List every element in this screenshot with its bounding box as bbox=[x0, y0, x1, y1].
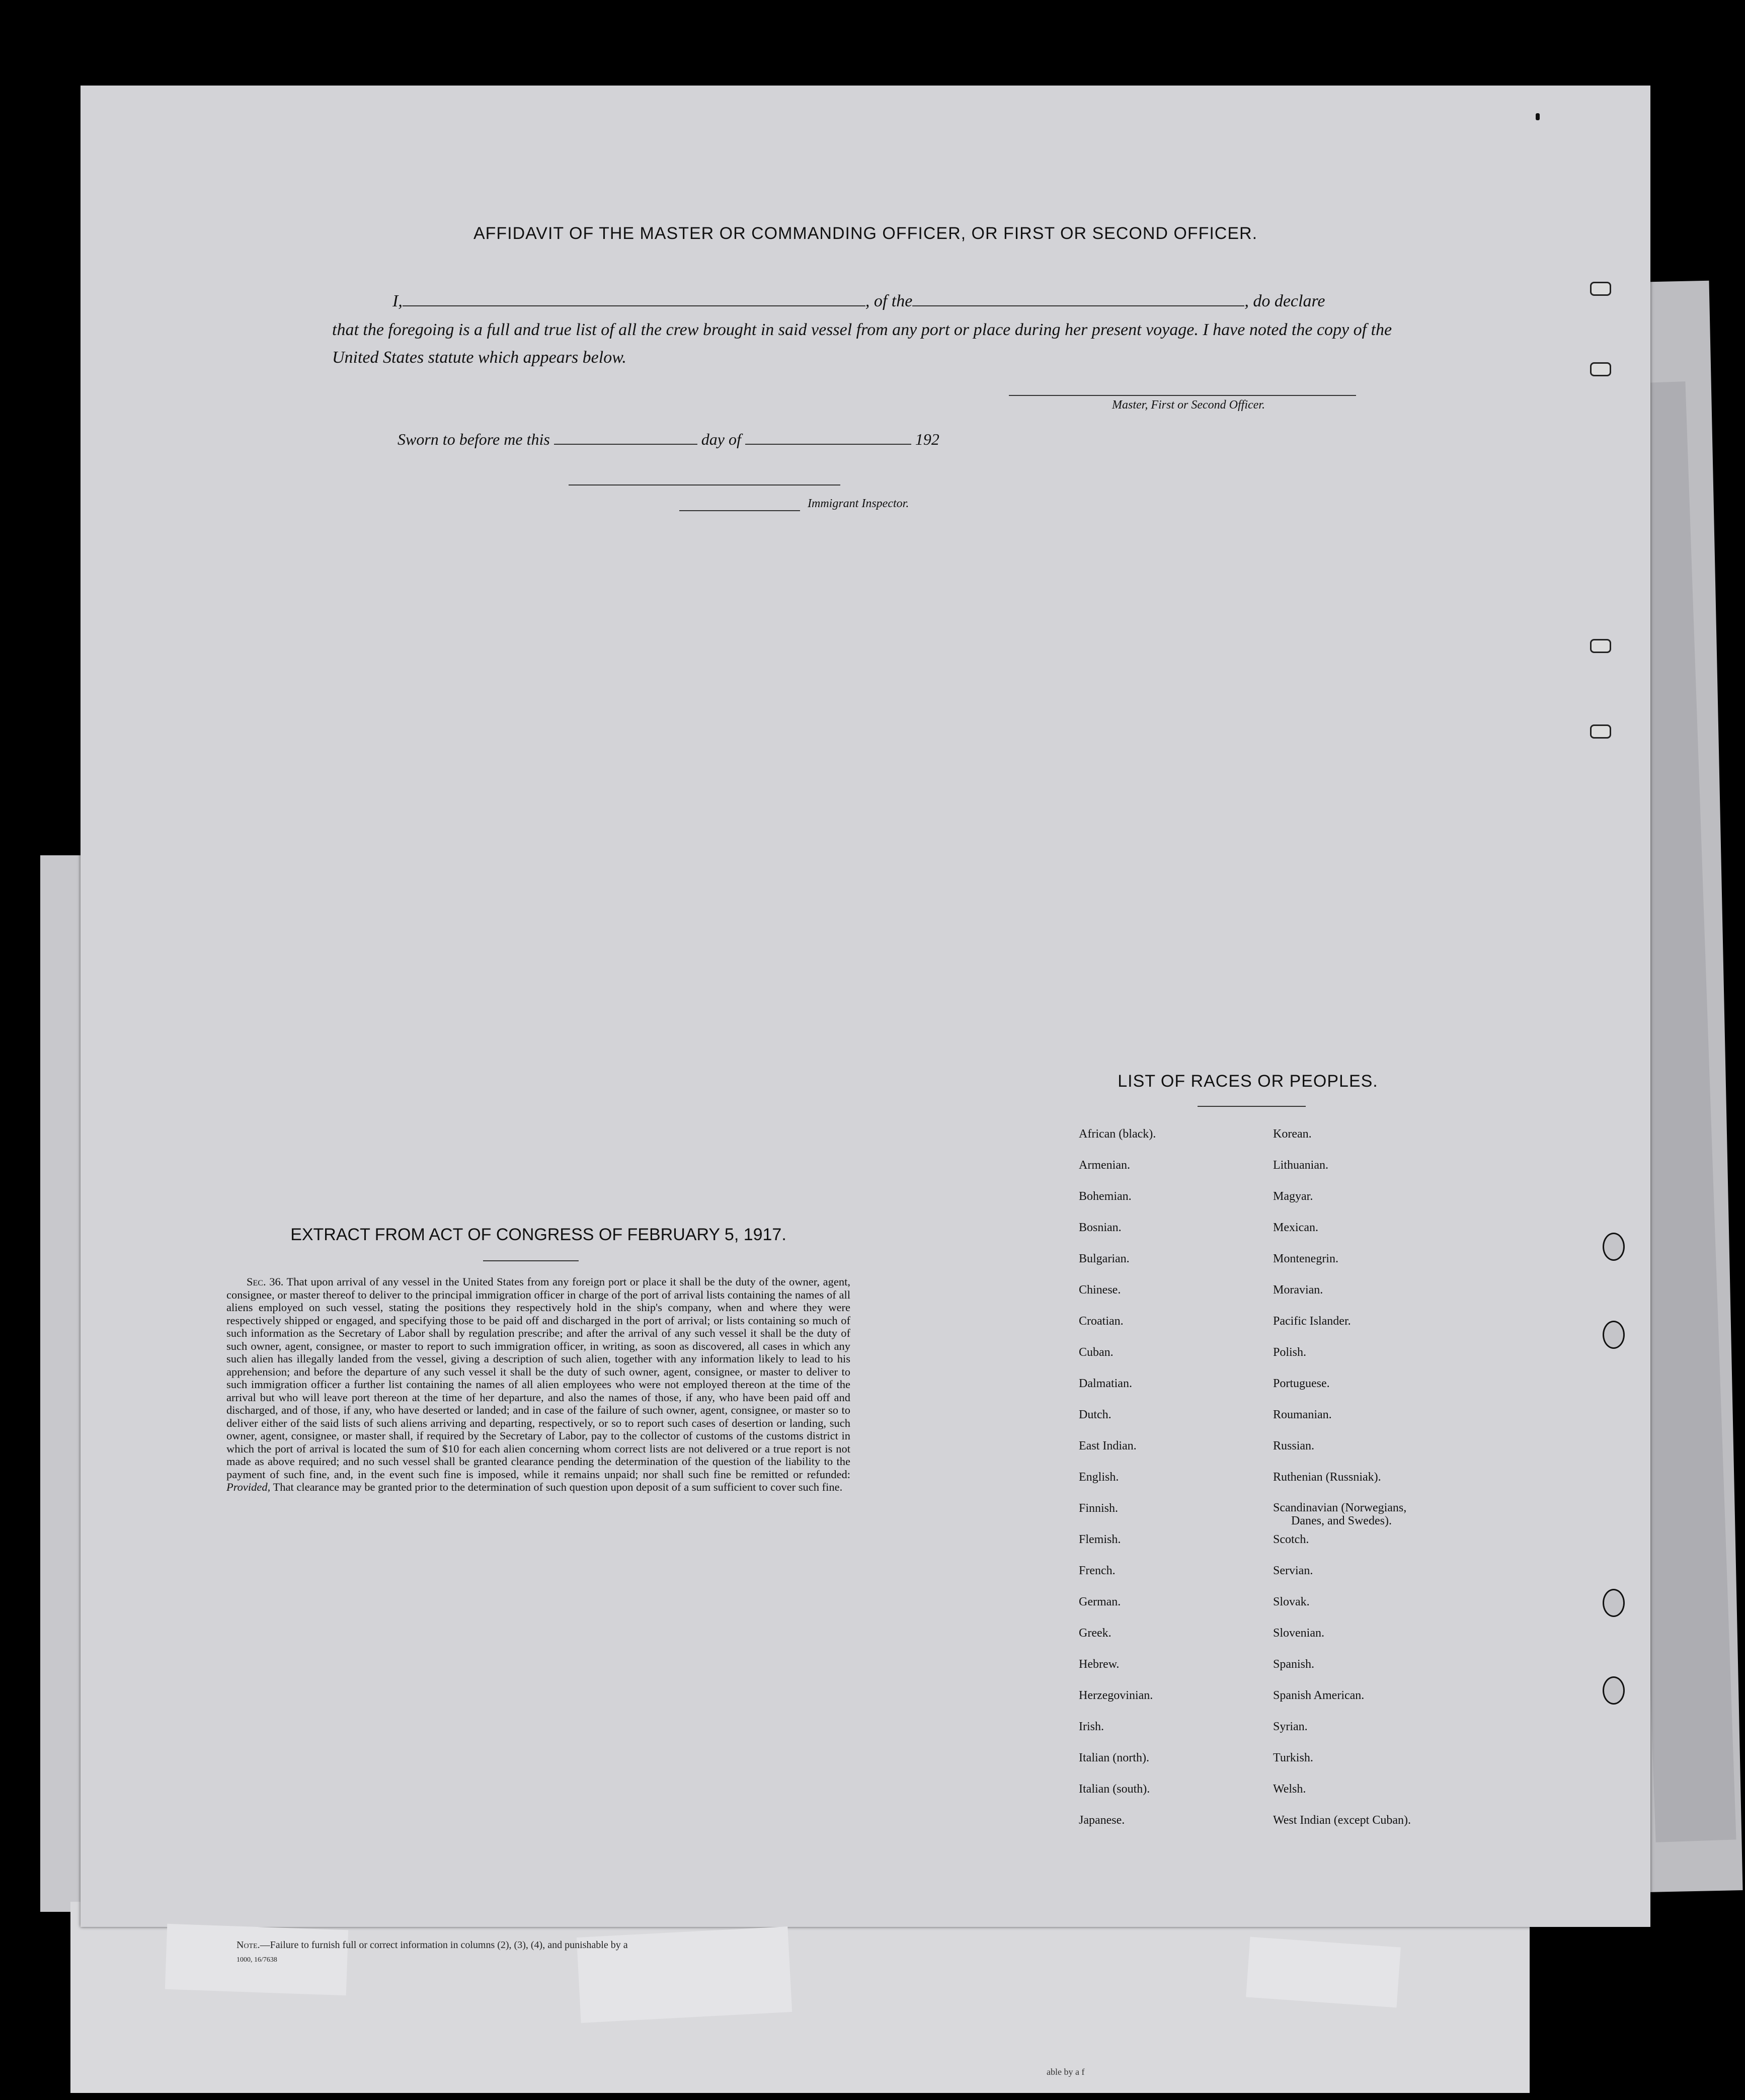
form-number: 1000, 16/7638 bbox=[236, 1956, 277, 1964]
race-item: Moravian. bbox=[1273, 1283, 1323, 1297]
race-item: Korean. bbox=[1273, 1127, 1312, 1141]
race-item: German. bbox=[1079, 1595, 1121, 1608]
punch-hole bbox=[1603, 1233, 1625, 1261]
inspector-signature-line[interactable] bbox=[569, 484, 840, 486]
race-item: English. bbox=[1079, 1471, 1119, 1484]
note-text: —Failure to furnish full or correct information in columns (2), (3), (4), and bbox=[260, 1940, 563, 1951]
signature-label: Master, First or Second Officer. bbox=[1112, 398, 1265, 412]
binder-clip bbox=[1590, 362, 1611, 376]
note-tail: punishable by a bbox=[565, 1940, 628, 1951]
race-item: Bohemian. bbox=[1079, 1190, 1132, 1203]
race-item: African (black). bbox=[1079, 1127, 1156, 1141]
race-item: Finnish. bbox=[1079, 1502, 1119, 1515]
races-title: LIST OF RACES OR PEOPLES. bbox=[1118, 1072, 1378, 1091]
year-prefix: 192 bbox=[915, 430, 939, 448]
race-item: Italian (south). bbox=[1079, 1783, 1150, 1796]
punch-hole bbox=[1603, 1676, 1625, 1705]
day-of-label: day of bbox=[701, 430, 741, 448]
race-item: Polish. bbox=[1273, 1346, 1307, 1359]
race-item-continuation: Danes, and Swedes). bbox=[1291, 1514, 1392, 1527]
race-item: Lithuanian. bbox=[1273, 1159, 1328, 1172]
section-label: Sec. 36. bbox=[247, 1275, 284, 1288]
extract-divider bbox=[483, 1260, 579, 1261]
inspector-label: Immigrant Inspector. bbox=[808, 497, 909, 510]
race-item: Dalmatian. bbox=[1079, 1377, 1132, 1390]
race-item: French. bbox=[1079, 1564, 1116, 1577]
binder-clip bbox=[1590, 639, 1611, 653]
race-item: Montenegrin. bbox=[1273, 1252, 1338, 1265]
punch-hole bbox=[1603, 1589, 1625, 1617]
race-item: Hebrew. bbox=[1079, 1658, 1120, 1671]
race-item: Slovenian. bbox=[1273, 1627, 1324, 1640]
race-item: Flemish. bbox=[1079, 1533, 1121, 1546]
race-item: Servian. bbox=[1273, 1564, 1313, 1577]
race-item: Slovak. bbox=[1273, 1595, 1310, 1608]
bleed-through-text bbox=[231, 166, 1640, 202]
note-label: Note. bbox=[236, 1940, 260, 1951]
binder-clip bbox=[1590, 724, 1611, 739]
inspector-signature-line-2[interactable] bbox=[679, 510, 800, 511]
race-item: East Indian. bbox=[1079, 1439, 1137, 1452]
race-item: Bulgarian. bbox=[1079, 1252, 1130, 1265]
race-item: Russian. bbox=[1273, 1439, 1315, 1452]
race-item: Syrian. bbox=[1273, 1720, 1308, 1733]
torn-paper-fragment bbox=[1246, 1937, 1401, 2008]
sworn-line bbox=[398, 430, 939, 449]
race-item-line: Scandinavian (Norwegians, bbox=[1273, 1501, 1407, 1514]
race-item: Scotch. bbox=[1273, 1533, 1309, 1546]
race-item bbox=[1273, 1501, 1411, 1532]
races-left-column bbox=[1079, 1127, 1156, 1844]
race-item: Pacific Islander. bbox=[1273, 1315, 1351, 1328]
provided-label: Provided, bbox=[226, 1481, 271, 1493]
footer-note-fragment: able by a f bbox=[1047, 2067, 1085, 2077]
race-item: Cuban. bbox=[1079, 1346, 1114, 1359]
race-item: Spanish. bbox=[1273, 1658, 1315, 1671]
vessel-blank[interactable] bbox=[912, 305, 1244, 306]
extract-body bbox=[226, 1275, 850, 1494]
race-item: Italian (north). bbox=[1079, 1751, 1149, 1764]
race-item: Welsh. bbox=[1273, 1783, 1306, 1796]
manifest-back-page bbox=[81, 86, 1650, 1927]
declaration-line bbox=[392, 292, 1424, 311]
race-item: Japanese. bbox=[1079, 1814, 1125, 1827]
sworn-day-blank[interactable] bbox=[554, 444, 697, 445]
races-divider bbox=[1198, 1106, 1306, 1107]
race-item: Dutch. bbox=[1079, 1408, 1112, 1421]
race-item: Herzegovinian. bbox=[1079, 1689, 1153, 1702]
race-item: Greek. bbox=[1079, 1627, 1112, 1640]
ink-speck bbox=[1536, 113, 1540, 120]
race-item: Croatian. bbox=[1079, 1315, 1124, 1328]
race-item: Irish. bbox=[1079, 1720, 1104, 1733]
declaration-body: that the foregoing is a full and true list of all the crew brought in said vessel from any port or place during her present voyage. I have noted the copy of the United States statute which appears below. bbox=[332, 320, 1392, 367]
declare-label: , do declare bbox=[1244, 292, 1325, 310]
extract-title: EXTRACT FROM ACT OF CONGRESS OF FEBRUARY 5, 1917. bbox=[290, 1225, 786, 1244]
race-item: Armenian. bbox=[1079, 1159, 1130, 1172]
race-item: Magyar. bbox=[1273, 1190, 1313, 1203]
race-item: West Indian (except Cuban). bbox=[1273, 1814, 1411, 1827]
i-label: I, bbox=[392, 292, 403, 310]
name-blank[interactable] bbox=[403, 305, 865, 306]
signature-line[interactable] bbox=[1009, 395, 1356, 396]
race-item: Portuguese. bbox=[1273, 1377, 1330, 1390]
footer-note bbox=[236, 1940, 628, 1951]
race-item: Spanish American. bbox=[1273, 1689, 1365, 1702]
race-item: Mexican. bbox=[1273, 1221, 1318, 1234]
sworn-month-blank[interactable] bbox=[745, 444, 911, 445]
binder-clip bbox=[1590, 282, 1611, 296]
race-item: Turkish. bbox=[1273, 1751, 1313, 1764]
race-item: Chinese. bbox=[1079, 1283, 1121, 1297]
extract-text: That upon arrival of any vessel in the United States from any foreign port or place it shall be the duty of the owner, agent, consignee, or master thereof to deliver to the principal immigration officer in charge of the port of arrival lists containing the names of all aliens employed on such vessel, stating the positions they respectively hold in the ship's company, when and where they were respectively shipped or engaged, and specifying those to be paid off and discharged in the port of arrival; or lists containing so much of such information as the Secretary of Labor shall by regulation prescribe; and after the arrival of any such vessel it shall be the duty of such owner, agent, consignee, or master to report to such immigration officer, in writing, as soon as discovered, all cases in which any such alien has illegally landed from the vessel, giving a description of such alien, together with any information likely to lead to his apprehension; and before the departure of any such vessel it shall be the duty of such owner, agent, consignee, or master to deliver to such immigration officer a further list containing the names of all alien employees who were not employed thereon at the time of the arrival but who will leave port thereon at the time of her departure, and also the names of those, if any, who have been paid off and discharged, and of those, if any, who have deserted or landed; and in case of the failure of such owner, agent, consignee, or master so to deliver either of the said lists of such aliens arriving and departing, respectively, or so to report such cases of desertion or landing, such owner, agent, consignee, or master shall, if required by the Secretary of Labor, pay to the collector of customs of the customs district in which the port of arrival is located the sum of $10 for each alien concerning whom correct lists are not delivered or a true report is not made as above required; and no such vessel shall be granted clearance pending the determination of the question of the liability to the payment of such fine, and, in the event such fine is imposed, while it remains unpaid; nor shall such fine be remitted or refunded: bbox=[226, 1275, 850, 1481]
affidavit-title: AFFIDAVIT OF THE MASTER OR COMMANDING OFFICER, OR FIRST OR SECOND OFFICER. bbox=[473, 224, 1258, 243]
race-item: Ruthenian (Russniak). bbox=[1273, 1471, 1381, 1484]
race-item: Roumanian. bbox=[1273, 1408, 1332, 1421]
sworn-prefix: Sworn to before me this bbox=[398, 430, 550, 448]
punch-hole bbox=[1603, 1321, 1625, 1349]
races-right-column bbox=[1273, 1127, 1411, 1844]
race-item: Bosnian. bbox=[1079, 1221, 1122, 1234]
of-the-label: , of the bbox=[865, 292, 913, 310]
extract-tail: That clearance may be granted prior to the determination of such question upon deposit of a sum sufficient to cover such fine. bbox=[273, 1481, 843, 1493]
